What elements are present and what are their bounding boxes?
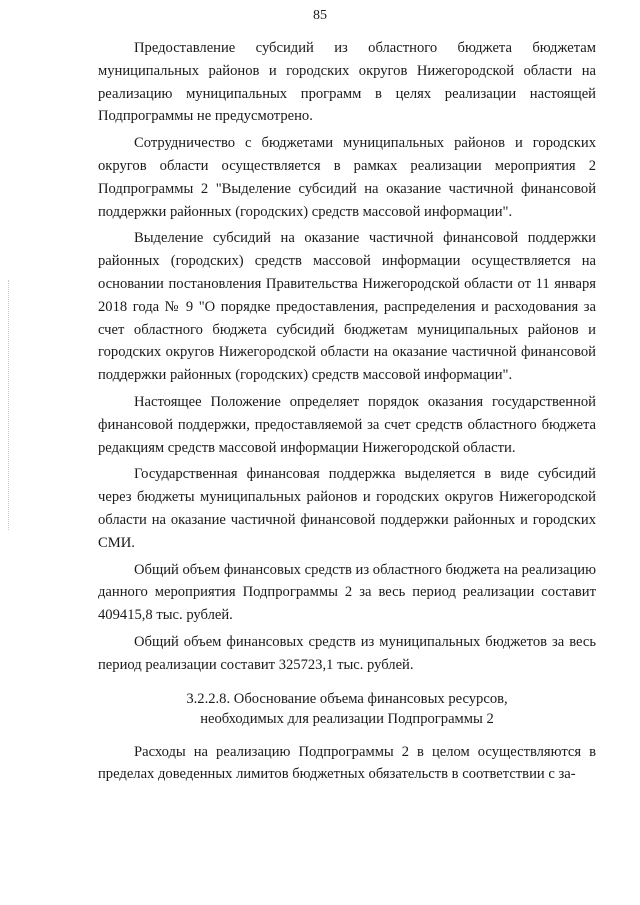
page-number: 85 (313, 8, 327, 23)
document-body (98, 37, 596, 786)
paragraph-subsidies-not-provided: Предоставление субсидий из областного бюджета бюджетам муниципальных районов и городских округов Нижегородской области на реализацию муниципальных программ в целях реализации настоящей Подпрограммы не предусмотрено. (98, 40, 596, 125)
paragraph-regulation-scope: Настоящее Положение определяет порядок оказания государственной финансовой поддержки, предоставляемой за счет средств областного бюджета редакциям средств массовой информации Нижегородской области. (98, 393, 596, 456)
paragraph-expenses: Расходы на реализацию Подпрограммы 2 в целом осуществляются в пределах доведенных лимитов бюджетных обязательств в соответствии с за- (98, 743, 596, 783)
section-heading-line-1: 3.2.2.8. Обоснование объема финансовых ресурсов, (186, 690, 508, 707)
section-heading (98, 689, 596, 729)
paragraph-legal-basis: Выделение субсидий на оказание частичной финансовой поддержки районных (городских) средств массовой информации осуществляется на основании постановления Правительства Нижегородской области от 11 января 2018 года № 9 "О порядке предоставления, распределения и расходования за счет областного бюджета субсидий бюджетам муниципальных районов и городских округов Нижегородской области на оказание частичной финансовой поддержки районных (городских) средств массовой информации". (98, 230, 596, 384)
paragraph-municipal-budget-total: Общий объем финансовых средств из муниципальных бюджетов за весь период реализации составит 325723,1 тыс. рублей. (98, 633, 596, 673)
paragraph-cooperation: Сотрудничество с бюджетами муниципальных районов и городских округов области осуществляется в рамках реализации мероприятия 2 Подпрограммы 2 "Выделение субсидий на оказание частичной финансовой поддержки районных (городских) средств массовой информации". (98, 135, 596, 220)
section-heading-line-2: необходимых для реализации Подпрограммы 2 (200, 710, 494, 727)
paragraph-regional-budget-total: Общий объем финансовых средств из областного бюджета на реализацию данного мероприятия Подпрограммы 2 за весь период реализации составит 409415,8 тыс. рублей. (98, 561, 596, 624)
paragraph-state-support: Государственная финансовая поддержка выделяется в виде субсидий через бюджеты муниципальных районов и городских округов Нижегородской области на оказание частичной финансовой поддержки районных и городских СМИ. (98, 466, 596, 551)
scan-margin-mark (8, 280, 10, 530)
